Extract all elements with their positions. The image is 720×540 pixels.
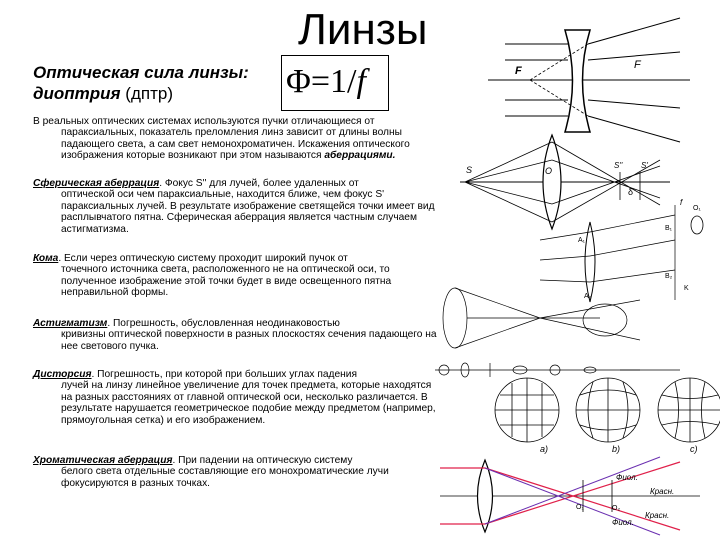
chrom-fiol-top: Фиол. [616, 473, 638, 482]
coma-b2-label: B₂ [665, 273, 673, 280]
spherical-aberration-diagram [460, 135, 670, 229]
coma-a1-label: A₁ [578, 237, 586, 244]
coma-a2-label: A₂ [584, 293, 592, 300]
diverging-lens-diagram [488, 18, 690, 142]
formula-slash: / [347, 63, 357, 100]
coma-rest: точечного источника света, расположенного не на оптической оси, то полученное изображение этой точки будет в виде освещенного пятна неправильной формы. [61, 264, 392, 299]
aberrations-term: аберрациями. [324, 150, 396, 162]
chromatic-term: Хроматическая аберрация [33, 455, 173, 466]
spherical-term: Сферическая аберрация [33, 178, 160, 189]
grid-b-label: b) [612, 444, 621, 454]
grid-a-label: а) [540, 444, 549, 454]
distortion-rest: лучей на линзу линейное увеличение для точек предмета, которые находятся на разных расстояниях от главной оптической оси, несколько различается. В результате нарушается геометрическое подобие между предметом (например, прямоугольная сетка) и его изображением. [61, 380, 436, 426]
astigmatism-diagram [435, 288, 680, 377]
chrom-o1-label: O₁ [576, 504, 584, 511]
intro-line1: В реальных оптических системах используются пучки отличающиеся от [33, 116, 375, 127]
formula-f: f [356, 63, 366, 100]
chrom-kras-bottom: Красн. [645, 511, 670, 520]
spherical-rest: оптической оси чем параксиальные, находится ближе, чем фокус S' параксиальных лучей. В результате изображение светящейся точки имеет вид расплывчатого пятна. Сферическая аберрация является частным случаем астигматизма. [61, 189, 435, 235]
coma-f-label: f [680, 198, 683, 207]
coma-line1: . Если через оптическую систему проходит широкий пучок от [58, 253, 348, 264]
coma-k-label: K [684, 285, 689, 292]
lens-o-label: O [545, 166, 553, 176]
formula-one: 1 [330, 63, 348, 100]
distortion-line1: . Погрешность, при которой при больших углах падения [91, 369, 357, 380]
slide-title: Линзы [298, 5, 428, 54]
grid-c-label: c) [690, 444, 698, 454]
spherical-line1: . Фокус S'' для лучей, более удаленных от [159, 178, 359, 189]
coma-b1-label: B₁ [665, 225, 673, 232]
focus-left-label: F [515, 65, 522, 77]
s-double-prime-label: S'' [614, 161, 623, 170]
coma-term: Кома [33, 253, 59, 264]
chrom-fiol-bottom: Фиол. [612, 518, 634, 527]
intro-rest: параксиальных, показатель преломления линз зависит от длины волны падающего света, а сам свет немонохроматичен. Искажения оптического изображения которые возникают при этом называются [61, 127, 410, 162]
diopter-abbr: (дптр) [125, 84, 173, 103]
coma-o-label: O₁ [693, 205, 701, 212]
chrom-kras-top: Красн. [650, 487, 675, 496]
optical-power-label: Оптическая сила линзы: [33, 63, 249, 82]
focus-right-label: F [634, 59, 641, 71]
coma-diagram [540, 205, 703, 302]
source-s-label: S [466, 165, 473, 175]
distortion-grids [495, 378, 720, 442]
astigmatism-line1: . Погрешность, обусловленная неодинаковостью [107, 318, 340, 329]
astigmatism-term: Астигматизм [33, 318, 108, 329]
formula-phi: Φ [286, 63, 311, 100]
delta-label: δ [628, 187, 634, 197]
diopter-label: диоптрия [33, 84, 121, 103]
chrom-o2-label: O₂ [612, 505, 621, 512]
s-prime-label: S' [641, 161, 648, 170]
chromatic-line1: . При падении на оптическую систему [172, 455, 353, 466]
formula-eq: = [310, 63, 331, 100]
distortion-term: Дисторсия [33, 369, 92, 380]
chromatic-rest: белого света отдельные составляющие его монохроматические лучи фокусируются в разных точках. [61, 466, 389, 489]
astigmatism-rest: кривизны оптической поверхности в разных плоскостях сечения падающего на нее светового пучка. [61, 329, 437, 352]
chromatic-aberration-diagram [440, 457, 700, 535]
